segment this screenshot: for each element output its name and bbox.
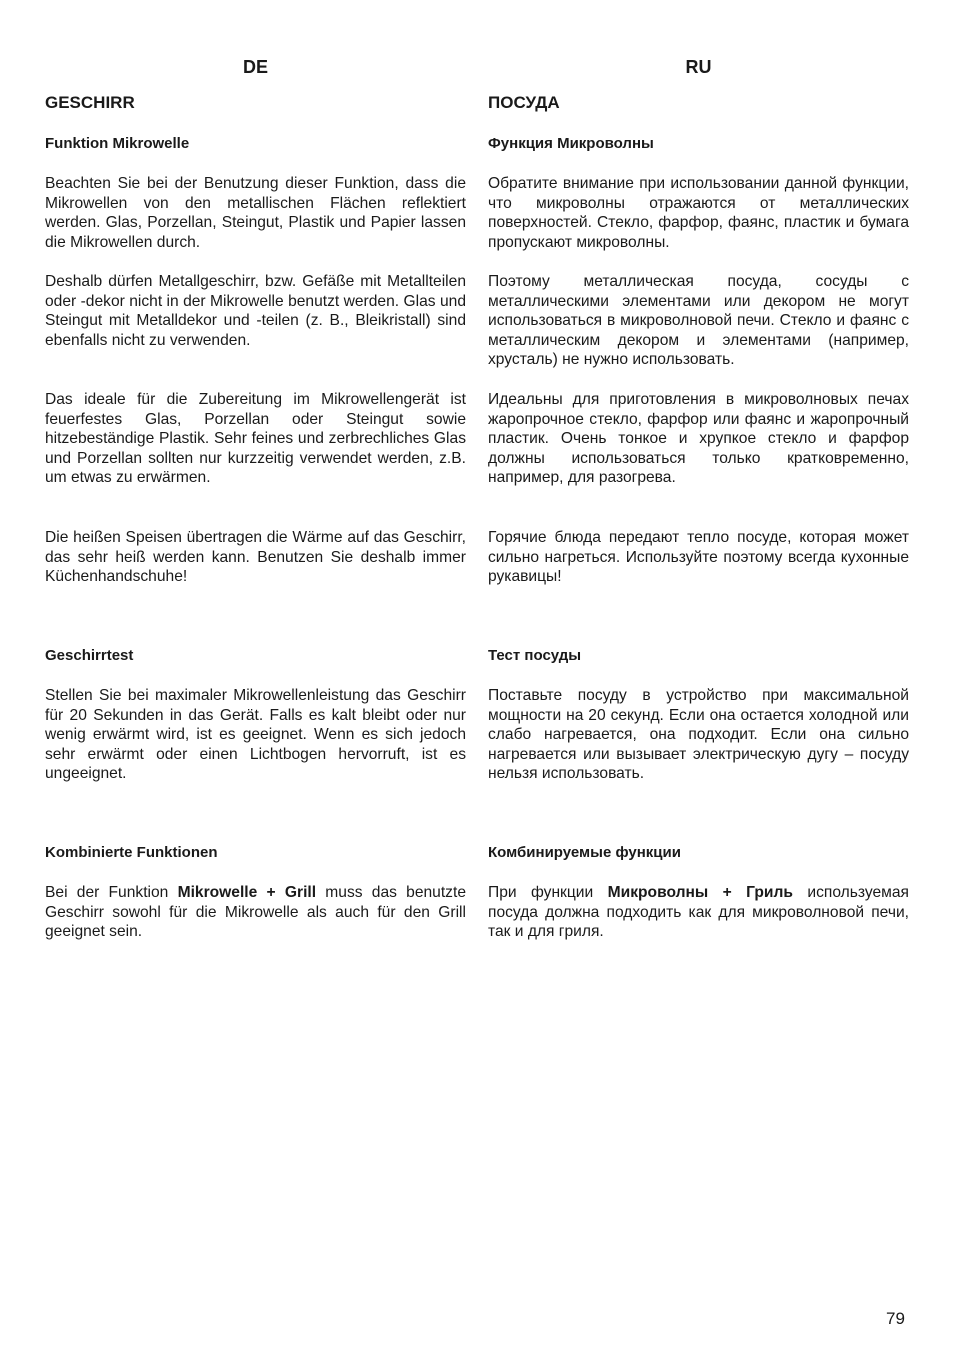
subheading-combined-de: Kombinierte Funktionen (45, 844, 218, 861)
paragraph-6-ru-bold: Микроволны + Гриль (607, 884, 793, 901)
paragraph-4-ru: Горячие блюда передают тепло посуде, которая может сильно нагреться. Используйте поэтому всегда кухонные рукавицы! (488, 529, 909, 586)
paragraph-6-de-pre: Bei der Funktion (45, 884, 178, 901)
paragraph-1-ru: Обратите внимание при использовании данной функции, что микроволны отражаются от металлических поверхностей. Стекло, фарфор, фаянс, пластик и бумага пропускают микроволны. (488, 175, 909, 251)
language-label-ru: RU (685, 57, 712, 77)
paragraph-6-ru (488, 883, 909, 942)
subheading-combined-ru: Комбинируемые функции (488, 844, 681, 861)
page-number: 79 (886, 1309, 905, 1328)
section-title-ru: ПОСУДА (488, 93, 560, 112)
paragraph-5-ru: Поставьте посуду в устройство при максимальной мощности на 20 секунд. Если она остается холодной или слабо нагревается, она подходит. Если она сильно нагревается или вызывает электрическую дугу – посуду нельзя использовать. (488, 687, 909, 783)
section-title-de: GESCHIRR (45, 93, 135, 112)
paragraph-6-de (45, 883, 466, 942)
paragraph-6-de-post: muss das benutzte Geschirr sowohl für die Mikrowelle als auch für den Grill geeignet sein. (45, 884, 466, 941)
paragraph-4-de: Die heißen Speisen übertragen die Wärme auf das Geschirr, das sehr heiß werden kann. Benutzen Sie deshalb immer Küchenhandschuhe! (45, 529, 466, 586)
paragraph-5-de: Stellen Sie bei maximaler Mikrowellenleistung das Geschirr für 20 Sekunden in das Gerät. Falls es kalt bleibt oder nur wenig erwärmt wird, ist es geeignet. Wenn es sich jedoch sehr erwärmt oder einen Lichtbogen hervorruft, ist es ungeeignet. (45, 687, 466, 783)
paragraph-6-de-bold: Mikrowelle + Grill (177, 884, 317, 901)
paragraph-2-de: Deshalb dürfen Metallgeschirr, bzw. Gefäße mit Metallteilen oder -dekor nicht in der Mikrowelle benutzt werden. Glas und Steingut mit Metalldekor und -teilen (z. B., Bleikristall) sind ebenfalls nicht zu verwenden. (45, 273, 466, 349)
paragraph-3-ru: Идеальны для приготовления в микроволновых печах жаропрочное стекло, фарфор или фаянс и жаропрочный пластик. Очень тонкое и хрупкое стекло и фарфор должны использоваться только кратковременно, например, для разогрева. (488, 391, 909, 487)
paragraph-6-ru-post: используемая посуда должна подходить как для микроволновой печи, так и для гриля. (488, 884, 909, 941)
paragraph-6-ru-pre: При функции (488, 884, 608, 901)
paragraph-1-de: Beachten Sie bei der Benutzung dieser Funktion, dass die Mikrowellen von den metallischen Flächen reflektiert werden. Glas, Porzellan, Steingut, Plastik und Papier lassen die Mikrowellen durch. (45, 175, 466, 251)
subheading-dishtest-de: Geschirrtest (45, 647, 134, 664)
language-label-de: DE (242, 57, 268, 77)
subheading-microwave-ru: Функция Микроволны (488, 135, 654, 152)
subheading-dishtest-ru: Тест посуды (488, 647, 582, 664)
subheading-microwave-de: Funktion Mikrowelle (45, 135, 190, 152)
paragraph-3-de: Das ideale für die Zubereitung im Mikrowellengerät ist feuerfestes Glas, Porzellan oder Steingut sowie hitzebeständige Plastik. Sehr feines und zerbrechliches Glas und Porzellan sollten nur kurzzeitig verwendet werden, z.B. um etwas zu erwärmen. (45, 391, 466, 487)
paragraph-2-ru: Поэтому металлическая посуда, сосуды с металлическими элементами или декором не могут использоваться в микроволновой печи. Стекло и фаянс с металлическим декором и элементами (например, хрусталь) не нужно использовать. (488, 273, 909, 369)
